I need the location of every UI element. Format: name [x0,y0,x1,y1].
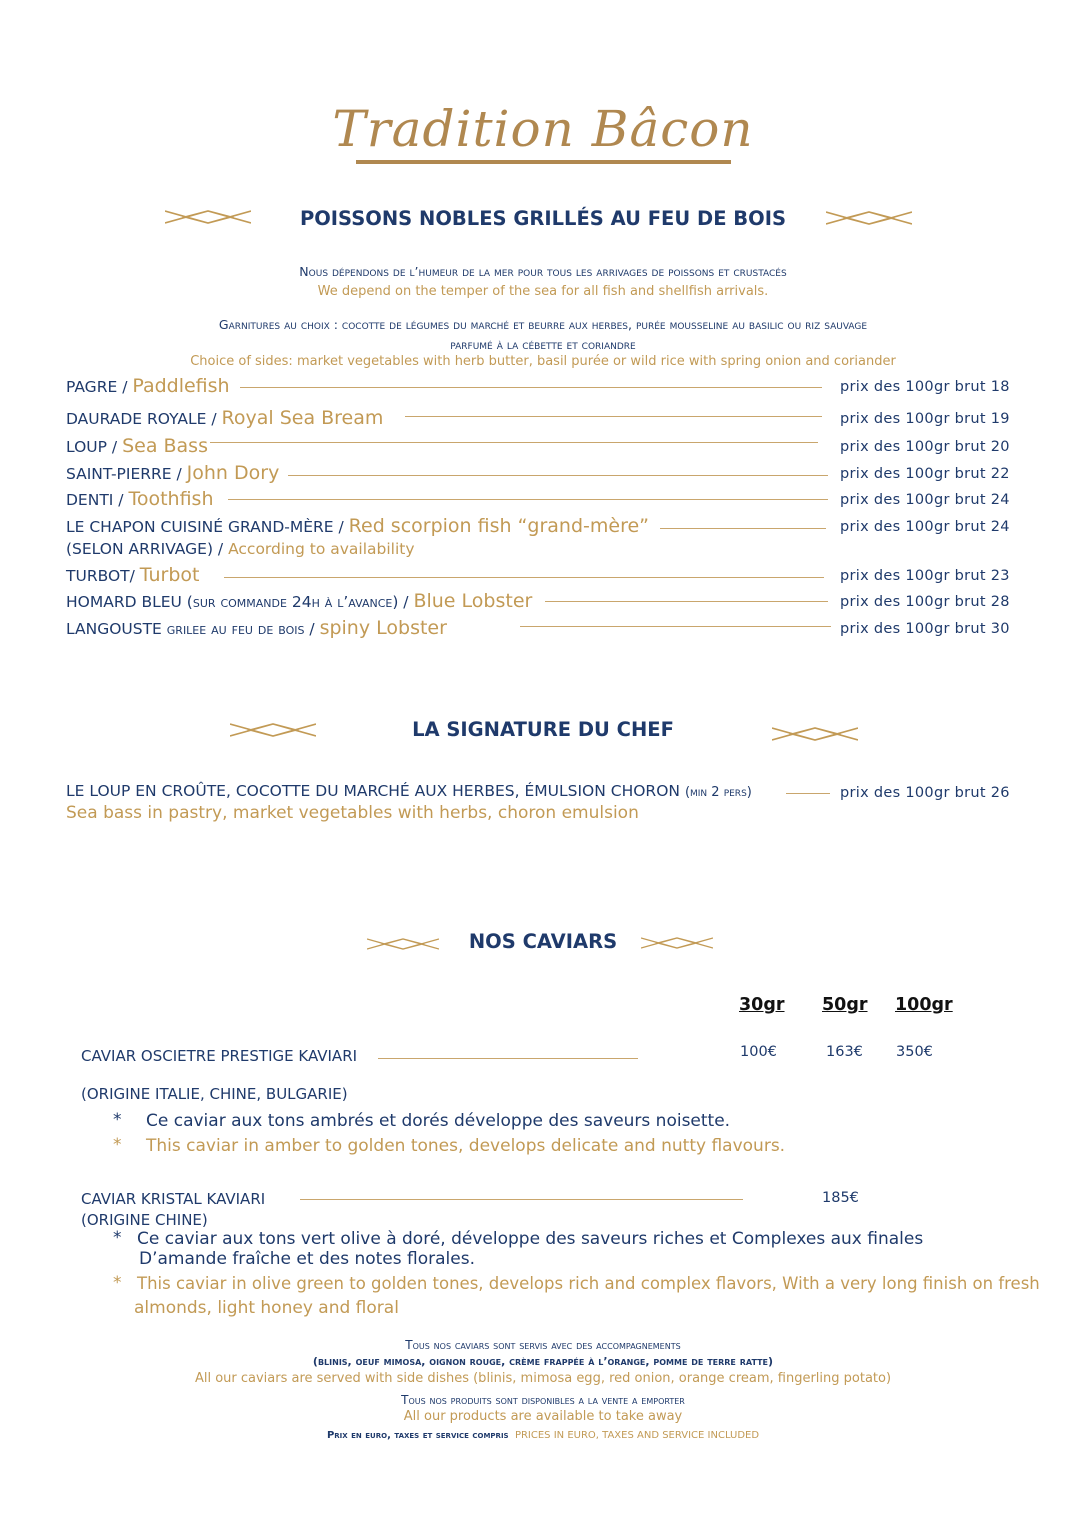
item-price: prix des 100gr brut 24 [840,492,1010,508]
item-name-fr: DENTI / [66,491,129,509]
item-name-en: Turbot [139,564,200,586]
menu-item [66,617,447,639]
menu-item [66,590,532,612]
footer-prices-note [0,1430,1086,1441]
signature-item-en: Sea bass in pastry, market vegetables with herbs, choron emulsion [66,803,639,823]
bullet-icon: * [113,1273,122,1293]
item-name-en: According to availability [228,540,415,558]
sides-note-fr: Garnitures au choix : cocotte de légumes du marché et beurre aux herbes, purée mousseline au basilic ou riz sauvage [218,317,868,332]
leader-line [378,1058,638,1059]
arrivals-note-en: We depend on the temper of the sea for all fish and shellfish arrivals. [317,284,769,299]
ornament-icon [772,724,858,744]
leader-line [545,601,828,602]
footer-prices-en: PRICES IN EURO, TAXES AND SERVICE INCLUDED [514,1430,760,1441]
caviar-description-en: This caviar in olive green to golden tones, develops rich and complex flavors, With a very long finish on fresh [137,1274,1040,1293]
leader-line [660,528,826,529]
bullet-icon: * [113,1135,122,1155]
caviar-description-fr-2: D’amande fraîche et des notes florales. [139,1249,475,1269]
menu-item [66,407,383,429]
leader-line [405,416,822,417]
menu-item [66,375,230,397]
item-name-fr: LANGOUSTE grilee au feu de bois / [66,620,320,638]
caviar-price-30gr: 100€ [740,1044,777,1060]
leader-line [300,1199,743,1200]
leader-line [240,387,822,388]
sides-note-fr-2: parfumé à la cébette et coriandre [450,337,636,352]
bullet-icon: * [113,1228,122,1248]
caviar-name: CAVIAR OSCIETRE PRESTIGE KAVIARI [81,1047,358,1065]
caviar-origin: (ORIGINE CHINE) [81,1211,208,1229]
item-name-en: Paddlefish [132,375,230,397]
item-name-en: spiny Lobster [319,617,447,639]
signature-item-fr [66,782,752,800]
item-price: prix des 100gr brut 20 [840,439,1010,455]
item-price: prix des 100gr brut 28 [840,594,1010,610]
item-name-en: Blue Lobster [413,590,533,612]
section-heading-chef-signature: LA SIGNATURE DU CHEF [412,718,674,741]
item-price: prix des 100gr brut 22 [840,466,1010,482]
caviar-price-100gr: 350€ [896,1044,933,1060]
menu-item [66,564,199,586]
footer-prices-fr: Prix en euro, taxes et service compris [326,1430,509,1441]
item-name-en: Toothfish [128,488,214,510]
caviar-description-fr: Ce caviar aux tons vert olive à doré, développe des saveurs riches et Complexes aux finales [137,1229,924,1249]
ornament-icon [826,208,912,228]
menu-item [66,462,279,484]
caviar-price-50gr: 163€ [826,1044,863,1060]
menu-item [66,488,213,510]
item-name-fr: LE LOUP EN CROÛTE, COCOTTE DU MARCHÉ AUX HERBES, ÉMULSION CHORON [66,782,680,800]
item-name-fr: LOUP / [66,438,123,456]
item-name-fr: (SELON ARRIVAGE) / [66,540,229,558]
caviar-name: CAVIAR KRISTAL KAVIARI [81,1190,266,1208]
section-heading-grilled-fish: POISSONS NOBLES GRILLÉS AU FEU DE BOIS [299,207,787,230]
item-name-en: Sea Bass [122,435,208,457]
ornament-icon [641,933,713,953]
leader-line [288,475,828,476]
menu-item [66,435,208,457]
leader-line [210,442,818,443]
title-underline [356,160,731,164]
caviar-description-fr: Ce caviar aux tons ambrés et dorés développe des saveurs noisette. [146,1111,731,1131]
menu-item [66,515,649,537]
item-price: prix des 100gr brut 24 [840,519,1010,535]
footer-takeaway-fr: Tous nos produits sont disponibles a la vente a emporter [401,1393,685,1407]
column-header-30gr: 30gr [739,995,785,1015]
column-header-100gr: 100gr [895,995,953,1015]
column-header-50gr: 50gr [822,995,868,1015]
item-name-fr: TURBOT/ [66,567,140,585]
caviar-price-50gr: 185€ [822,1190,859,1206]
section-heading-caviars: NOS CAVIARS [468,930,618,953]
item-name-fr: HOMARD BLEU (sur commande 24h à l’avance) / [66,593,414,611]
menu-item-note [66,540,415,558]
item-price: prix des 100gr brut 19 [840,411,1010,427]
footer-takeaway-en: All our products are available to take away [403,1409,683,1424]
item-price: prix des 100gr brut 26 [840,785,1010,801]
item-price: prix des 100gr brut 30 [840,621,1010,637]
leader-line [520,626,831,627]
item-price: prix des 100gr brut 23 [840,568,1010,584]
item-name-en: Red scorpion fish “grand-mère” [348,515,650,537]
bullet-icon: * [113,1110,122,1130]
leader-line [228,499,828,500]
caviar-description-en-2: almonds, light honey and floral [134,1298,399,1318]
caviar-description-en: This caviar in amber to golden tones, develops delicate and nutty flavours. [146,1136,786,1156]
item-name-fr: DAURADE ROYALE / [66,410,222,428]
restaurant-title: Tradition Bâcon [332,100,754,158]
arrivals-note-fr: Nous dépendons de l’humeur de la mer pour tous les arrivages de poissons et crustacés [299,264,787,279]
item-price: prix des 100gr brut 18 [840,379,1010,395]
caviar-origin: (ORIGINE ITALIE, CHINE, BULGARIE) [81,1085,348,1103]
item-name-en: John Dory [186,462,280,484]
leader-line [224,577,824,578]
item-name-en: Royal Sea Bream [221,407,384,429]
sides-note-en: Choice of sides: market vegetables with herb butter, basil purée or wild rice with spring onion and coriander [190,354,896,369]
footer-sides-fr: Tous nos caviars sont servis avec des accompagnements [405,1338,681,1352]
item-name-fr: LE CHAPON CUISINÉ GRAND-MÈRE / [66,518,349,536]
item-min-note: (min 2 pers) [684,785,752,800]
leader-line [786,793,830,794]
footer-sides-en: All our caviars are served with side dishes (blinis, mimosa egg, red onion, orange cream, fingerling potato) [194,1371,892,1386]
item-name-fr: SAINT-PIERRE / [66,465,187,483]
item-name-fr: PAGRE / [66,378,133,396]
footer-sides-list-fr: (blinis, oeuf mimosa, oignon rouge, crème frappée à l’orange, pomme de terre ratte) [312,1355,774,1368]
